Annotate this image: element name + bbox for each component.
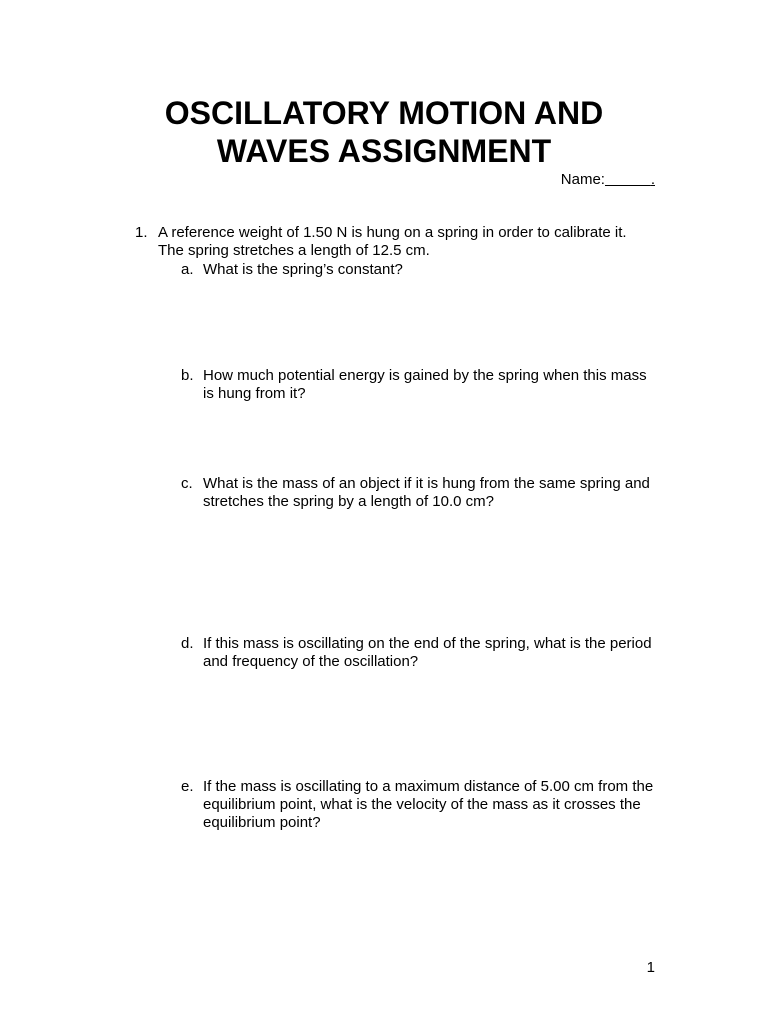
name-period: . [650, 171, 655, 188]
part-letter: b. [181, 367, 194, 384]
title-line-2: WAVES ASSIGNMENT [216, 133, 552, 169]
question-number: 1. [135, 224, 148, 241]
document-title [0, 94, 768, 170]
part-text: What is the mass of an object if it is hung from the same spring and stretches the spring by a length of 10.0 cm? [203, 475, 650, 510]
part-letter: a. [181, 261, 194, 278]
part-text: How much potential energy is gained by the spring when this mass is hung from it? [203, 367, 647, 402]
question-1d [181, 635, 659, 671]
name-blank-line [605, 171, 651, 189]
question-1 [135, 224, 655, 260]
question-1b [181, 367, 659, 403]
question-1c [181, 475, 659, 511]
question-1e [181, 778, 659, 832]
page-number: 1 [646, 959, 655, 976]
question-text: A reference weight of 1.50 N is hung on a spring in order to calibrate it. The spring stretches a length of 12.5 cm. [158, 224, 627, 259]
part-letter: c. [181, 475, 193, 492]
title-line-1: OSCILLATORY MOTION AND [164, 95, 604, 131]
part-text: If this mass is oscillating on the end of the spring, what is the period and frequency of the oscillation? [203, 635, 652, 670]
part-letter: d. [181, 635, 194, 652]
part-text: What is the spring’s constant? [203, 261, 403, 278]
name-field [400, 171, 655, 189]
name-label: Name: [560, 171, 605, 188]
part-letter: e. [181, 778, 194, 795]
part-text: If the mass is oscillating to a maximum distance of 5.00 cm from the equilibrium point, what is the velocity of the mass as it crosses the equilibrium point? [203, 778, 654, 831]
question-1a [181, 261, 659, 279]
